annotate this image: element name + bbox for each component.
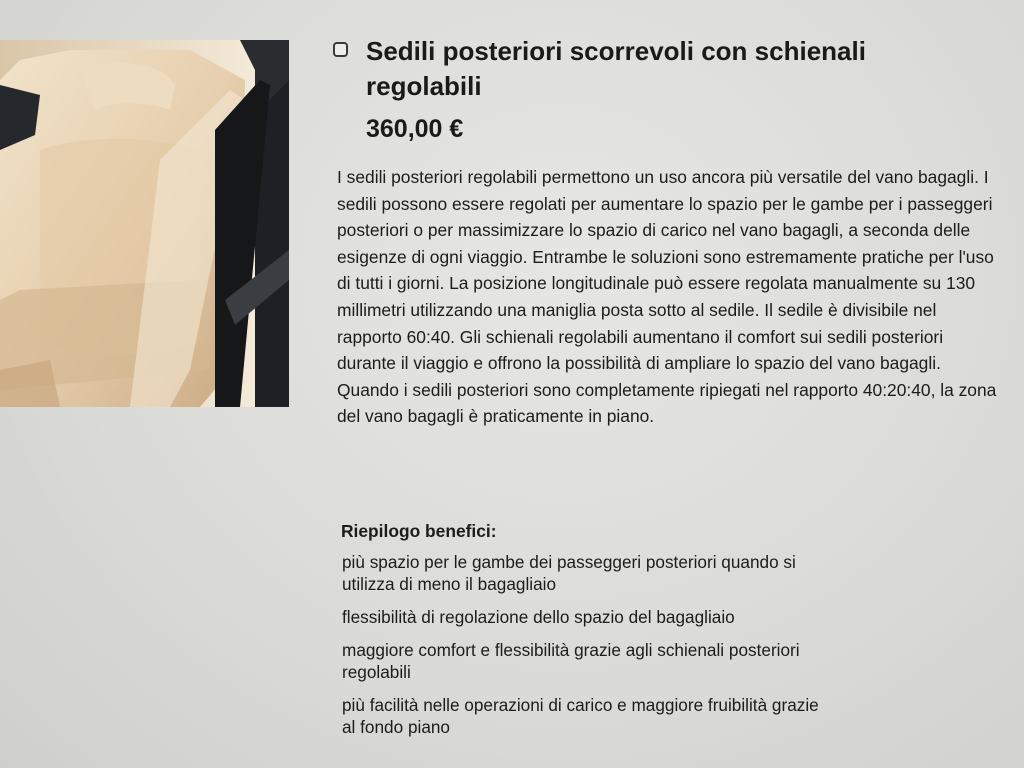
checkbox-icon[interactable] xyxy=(333,42,348,57)
rear-seat-photo xyxy=(0,40,289,407)
product-description: I sedili posteriori regolabili permettono un uso ancora più versatile del vano bagagli. I sedili possono essere regolati per aumentare lo spazio per le gambe per i passeggeri posteriori o per massimizzare lo spazio di carico nel vano bagagli, a seconda delle esigenze di ogni viaggio. Entrambe le soluzioni sono estremamente pratiche per l'uso di tutti i giorni. La posizione longitudinale può essere regolata manualmente su 130 millimetri utilizzando una maniglia posta sotto al sedile. Il sedile è divisibile nel rapporto 60:40. Gli schienali regolabili aumentano il comfort sui sedili posteriori durante il viaggio e offrono la possibilità di ampliare lo spazio del vano bagagli. Quando i sedili posteriori sono completamente ripiegati nel rapporto 40:20:40, la zona del vano bagagli è praticamente in piano. xyxy=(337,167,997,427)
product-title: Sedili posteriori scorrevoli con schienali regolabili xyxy=(366,36,866,101)
benefit-item: maggiore comfort e flessibilità grazie agli schienali posteriori regolabili xyxy=(342,640,800,682)
benefits-list xyxy=(342,551,902,749)
benefits-heading: Riepilogo benefici: xyxy=(341,521,497,541)
product-image xyxy=(0,40,289,407)
benefit-item: più facilità nelle operazioni di carico e maggiore fruibilità grazie al fondo piano xyxy=(342,695,819,737)
product-price: 360,00 € xyxy=(366,115,464,143)
benefit-item: più spazio per le gambe dei passeggeri posteriori quando si utilizza di meno il bagagliaio xyxy=(342,552,796,594)
benefit-item: flessibilità di regolazione dello spazio del bagagliaio xyxy=(342,607,735,627)
